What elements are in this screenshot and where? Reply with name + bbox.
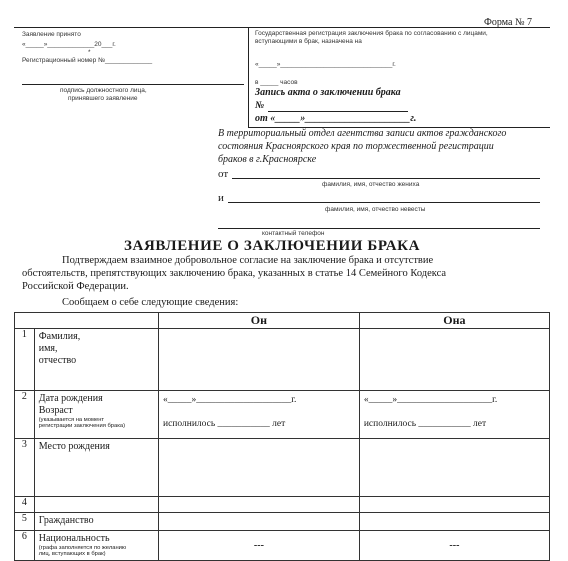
- record-no: №: [255, 100, 265, 111]
- label-line: Возраст: [38, 405, 73, 416]
- row-label: Гражданство: [34, 513, 158, 531]
- addressee-2: состояния Красноярского края по торжественной регистрации: [218, 141, 494, 152]
- she-nationality-field[interactable]: ---: [359, 531, 549, 561]
- col-he: Он: [158, 313, 359, 329]
- he-birthplace-field[interactable]: [158, 439, 359, 497]
- addressee-1: В территориальный отдел агентства записи актов гражданского: [218, 128, 507, 139]
- groom-name-field[interactable]: [232, 178, 540, 179]
- page-title: ЗАЯВЛЕНИЕ О ЗАКЛЮЧЕНИИ БРАКА: [124, 238, 421, 254]
- label-note: (графа заполняется по желанию: [38, 545, 127, 551]
- record-no-line: [268, 111, 408, 112]
- header-empty: [15, 313, 159, 329]
- state-reg-2: вступающими в брак, назначена на: [255, 38, 362, 45]
- label-line: Дата рождения: [38, 393, 103, 404]
- reg-date: «_____»_______________________________г.: [255, 61, 396, 68]
- table-row: [15, 531, 550, 561]
- label-note-2: лиц, вступающих в брак): [38, 551, 106, 558]
- state-reg: Государственная регистрация заключения брака по согласованию с лицами,: [255, 30, 488, 37]
- col-she: Она: [359, 313, 549, 329]
- she-birth-cell[interactable]: [359, 391, 549, 439]
- body-p3: Российской Федерации.: [22, 281, 129, 292]
- accepted-label: Заявление принято: [22, 31, 81, 38]
- top-border: [14, 27, 550, 28]
- row-label: [34, 391, 158, 439]
- body-p4: Сообщаем о себе следующие сведения:: [62, 297, 239, 308]
- row-label: [34, 329, 158, 391]
- he-citizenship-field[interactable]: [158, 513, 359, 531]
- info-table: [14, 312, 550, 561]
- top-divider: [248, 27, 249, 127]
- he-row4-field[interactable]: [158, 497, 359, 513]
- he-nationality-field[interactable]: ---: [158, 531, 359, 561]
- phone-field[interactable]: [218, 228, 540, 229]
- official-caption: подпись должностного лица,: [60, 87, 147, 94]
- row-number: 5: [15, 513, 35, 531]
- row-label: [34, 531, 158, 561]
- bride-name-field[interactable]: [228, 202, 540, 203]
- record-title: Запись акта о заключении брака: [255, 87, 401, 98]
- he-age[interactable]: исполнилось ___________ лет: [162, 419, 286, 429]
- table-row: [15, 329, 550, 391]
- row-number: 1: [15, 329, 35, 391]
- official-caption-2: принявшего заявление: [68, 95, 138, 102]
- table-row: [15, 497, 550, 513]
- row-label: [34, 497, 158, 513]
- form-number: Форма № 7: [484, 17, 532, 28]
- table-row: [15, 513, 550, 531]
- he-birth-cell[interactable]: [158, 391, 359, 439]
- label-line: отчество: [38, 355, 77, 366]
- phone-caption: контактный телефон: [262, 230, 325, 237]
- row-number: 2: [15, 391, 35, 439]
- body-p1: Подтверждаем взаимное добровольное согласие на заключение брака и отсутствие: [62, 255, 434, 266]
- bride-caption: фамилия, имя, отчество невесты: [325, 206, 426, 213]
- she-row4-field[interactable]: [359, 497, 549, 513]
- label-note-2: регистрации заключения брака): [38, 423, 126, 430]
- reg-number: Регистрационный номер №_____________: [22, 57, 153, 64]
- row-label: Место рождения: [34, 439, 158, 497]
- addressee-3: браков в г.Красноярске: [218, 154, 317, 165]
- label-line: Национальность: [38, 533, 110, 544]
- body-p2: обстоятельств, препятствующих заключению брака, указанных в статье 14 Семейного Кодекса: [22, 268, 447, 279]
- table-row: [15, 391, 550, 439]
- she-citizenship-field[interactable]: [359, 513, 549, 531]
- label-line: Фамилия,: [38, 331, 81, 342]
- she-birthplace-field[interactable]: [359, 439, 549, 497]
- she-name-field[interactable]: [359, 329, 549, 391]
- he-name-field[interactable]: [158, 329, 359, 391]
- and-label: и: [218, 192, 224, 204]
- row-number: 3: [15, 439, 35, 497]
- row-number: 4: [15, 497, 35, 513]
- table-header: [15, 313, 550, 329]
- accepted-date: «_____»_____________20___г.: [22, 41, 116, 48]
- she-age[interactable]: исполнилось ___________ лет: [363, 419, 487, 429]
- she-birth-date[interactable]: «_____»____________________г.: [363, 395, 498, 405]
- he-birth-date[interactable]: «_____»____________________г.: [162, 395, 297, 405]
- record-from: от «_____»_____________________г.: [255, 113, 417, 124]
- asterisk: *: [88, 49, 91, 56]
- reg-time: в _____ часов: [255, 79, 298, 86]
- row-number: 6: [15, 531, 35, 561]
- label-line: имя,: [38, 343, 58, 354]
- groom-caption: фамилия, имя, отчество жениха: [322, 181, 420, 188]
- from-label: от: [218, 168, 229, 180]
- table-row: [15, 439, 550, 497]
- signature-line: [22, 84, 244, 85]
- label-note: (указывается на момент: [38, 417, 105, 423]
